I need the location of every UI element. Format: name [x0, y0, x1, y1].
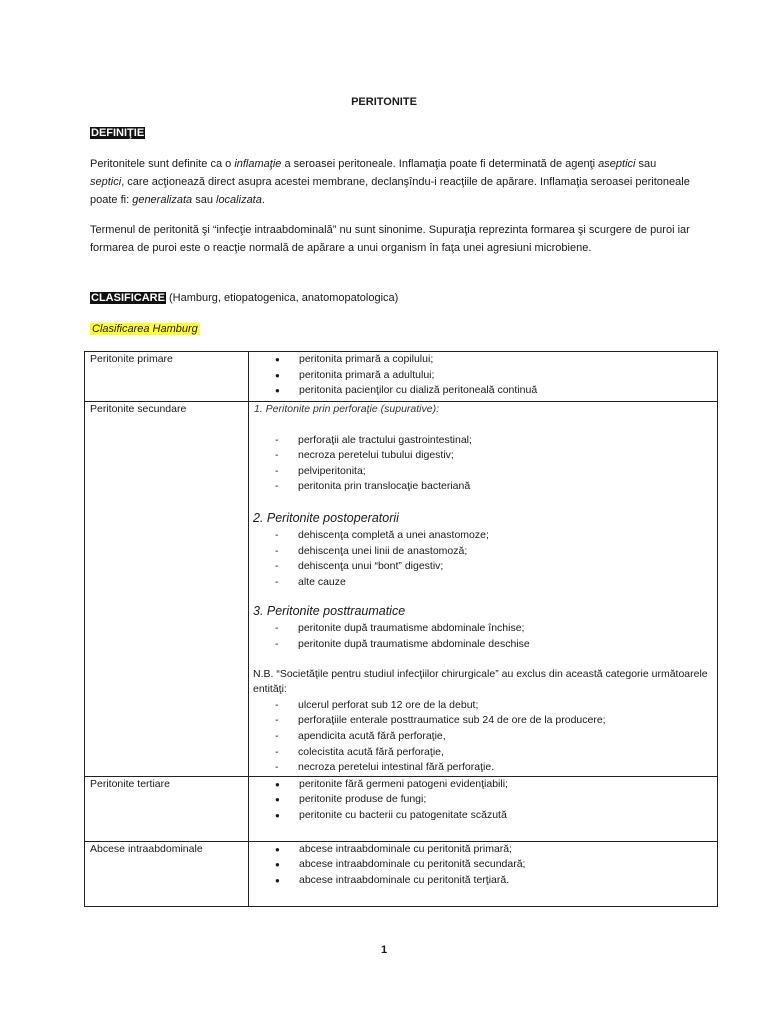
list-item: - alte cauze [253, 575, 713, 591]
row-label: Peritonite secundare [85, 402, 249, 777]
list-item: - dehiscenţa unui “bont” digestiv; [253, 559, 713, 575]
list-item: - apendicita acută fără perforaţie, [253, 729, 713, 745]
list-item: ● peritonita pacienţilor cu dializă peritoneală continuă [253, 383, 713, 399]
row-label: Peritonite tertiare [85, 776, 249, 841]
text-run: sau [192, 194, 216, 206]
dash-list [253, 528, 713, 590]
list-item: ● abcese intraabdominale cu peritonită secundară; [253, 857, 713, 873]
table-row [85, 402, 718, 777]
list-item: - necroza peretelui intestinal fără perforaţie. [253, 760, 713, 776]
row-content [249, 841, 718, 906]
row-label: Peritonite primare [85, 352, 249, 402]
page-number: 1 [380, 944, 388, 956]
bullet-list [253, 842, 713, 889]
definitie-paragraph [90, 155, 690, 209]
list-item: - peritonite după traumatisme abdominale deschise [253, 637, 713, 653]
dash-list [253, 621, 713, 652]
text-run-italic: inflamaţie [234, 158, 282, 170]
list-item: - pelviperitonita; [253, 464, 713, 480]
list-item: ● peritonite fără germeni patogeni evidenţiabili; [253, 777, 713, 793]
text-run: , care acţionează direct asupra acestei membrane, declanşîndu-i reacţiile de apărare. Inflamaţia seroasei peritoneale poate fi: [90, 176, 690, 206]
list-item: - colecistita acută fără perforaţie, [253, 745, 713, 761]
bullet-list [253, 352, 713, 399]
list-item: - peritonite după traumatisme abdominale închise; [253, 621, 713, 637]
text-run: Peritonitele sunt definite ca o [90, 158, 235, 170]
sinonime-paragraph: Termenul de peritonită şi “infecţie intraabdominală” nu sunt sinonime. Supuraţia reprezinta formarea şi scurgere de puroi iar formarea de puroi este o reacţie normală de apărare a unui organism în faţa unei agresiuni microbiene. [90, 224, 690, 254]
dash-list [253, 698, 713, 776]
list-item: ● peritonita primară a copilului; [253, 352, 713, 368]
hamburg-label-line [90, 320, 690, 338]
list-item: ● abcese intraabdominale cu peritonită terţiară. [253, 873, 713, 889]
text-run-italic: generalizata [132, 194, 193, 206]
clasificare-heading: CLASIFICARE [91, 292, 165, 304]
subheading: 3. Peritonite posttraumatice [253, 604, 406, 619]
hamburg-label: Clasificarea Hamburg [92, 323, 198, 335]
list-item: ● peritonita primară a adultului; [253, 368, 713, 384]
subheading: 2. Peritonite postoperatorii [253, 510, 399, 525]
text-run-italic: localizata [216, 194, 262, 206]
page-title: PERITONITE [351, 96, 417, 108]
definitie-heading: DEFINIŢIE [91, 127, 145, 139]
table-row [85, 776, 718, 841]
list-item: ● peritonite produse de fungi; [253, 792, 713, 808]
table-row [85, 841, 718, 906]
row-content [249, 352, 718, 402]
clasificare-note: (Hamburg, etiopatogenica, anatomopatologica) [165, 292, 399, 304]
row-label: Abcese intraabdominale [85, 841, 249, 906]
row-content [249, 776, 718, 841]
dash-list [253, 433, 713, 495]
row-content [249, 402, 718, 777]
list-item: ● abcese intraabdominale cu peritonită primară; [253, 842, 713, 858]
text-run: sau [635, 158, 657, 170]
list-item: - ulcerul perforat sub 12 ore de la debut; [253, 698, 713, 714]
text-run-italic: aseptici [598, 158, 636, 170]
list-item: ● peritonite cu bacterii cu patogenitate scăzută [253, 808, 713, 824]
list-item: - dehiscenţa unei linii de anastomoză; [253, 544, 713, 560]
bullet-list [253, 777, 713, 824]
clasificare-line [90, 289, 690, 307]
hamburg-table [84, 351, 718, 907]
list-item: - necroza peretelui tubului digestiv; [253, 448, 713, 464]
text-run: . [261, 194, 265, 206]
text-run-italic: septici [90, 176, 122, 188]
list-item: - dehiscenţa completă a unei anastomoze; [253, 528, 713, 544]
list-item: - peritonita prin translocaţie bacteriană [253, 479, 713, 495]
definitie-heading-line [90, 124, 690, 142]
list-item: - perforaţii ale tractului gastrointestinal; [253, 433, 713, 449]
text-run: a seroasei peritoneale. Inflamaţia poate fi determinată de agenţi [281, 158, 599, 170]
subheading: 1. Peritonite prin perforaţie (supurative): [254, 403, 440, 415]
list-item: - perforaţiile enterale posttraumatice sub 24 de ore de la producere; [253, 713, 713, 729]
nb-note: N.B. “Societăţile pentru studiul infecţiilor chirurgicale” au exclus din această categorie următoarele entităţi: [253, 667, 708, 696]
table-row [85, 352, 718, 402]
